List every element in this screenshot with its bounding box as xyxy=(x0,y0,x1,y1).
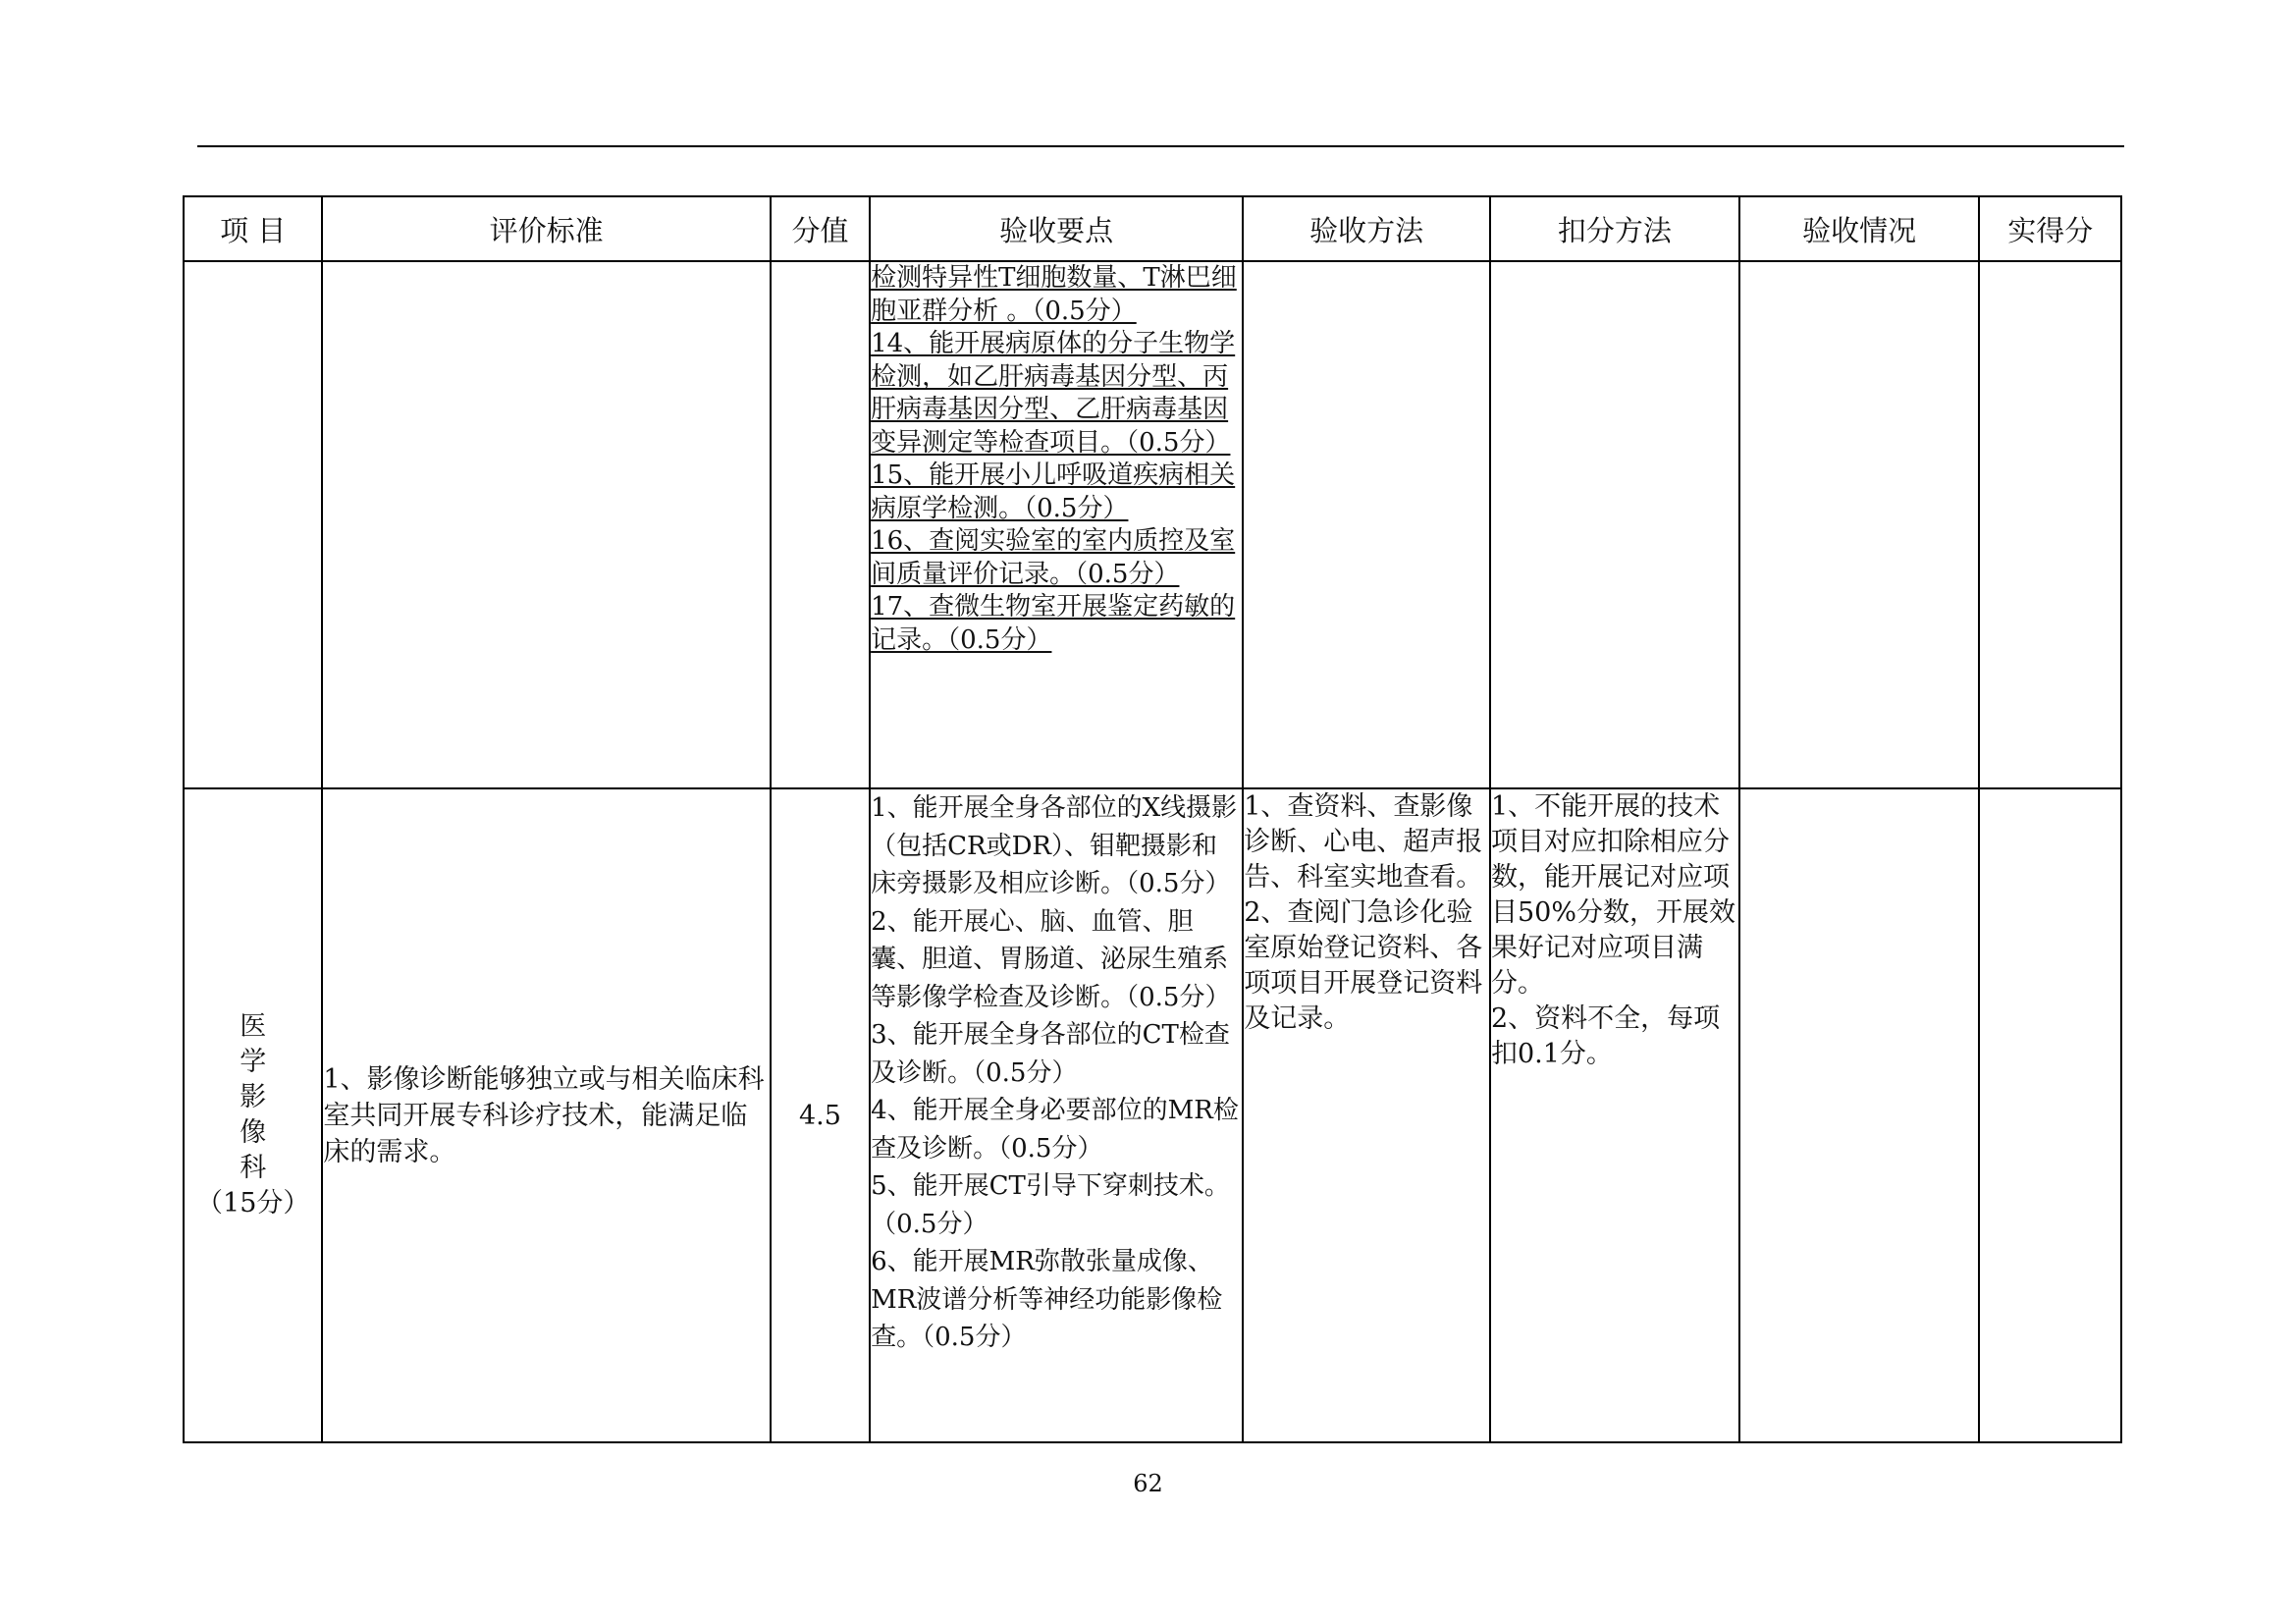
project-cell xyxy=(184,261,322,788)
points-cell xyxy=(870,261,1243,788)
criteria-cell xyxy=(322,261,770,788)
project-char: 影 xyxy=(240,1082,267,1112)
score-cell xyxy=(771,261,870,788)
table-row-imaging xyxy=(184,788,2121,1442)
point-item: 4、能开展全身必要部位的MR检查及诊断。（0.5分） xyxy=(871,1096,1239,1164)
col-status: 验收情况 xyxy=(1739,196,1980,261)
deduct-item: 2、资料不全，每项扣0.1分。 xyxy=(1490,1003,1721,1069)
point-item: 检测特异性T细胞数量、T淋巴细胞亚群分析 。（0.5分） xyxy=(871,263,1237,326)
actual-score-cell xyxy=(1979,261,2121,788)
point-item: 5、能开展CT引导下穿刺技术。（0.5分） xyxy=(871,1171,1230,1239)
project-char: 学 xyxy=(240,1047,267,1077)
point-item: 6、能开展MR弥散张量成像、MR波谱分析等神经功能影像检查。（0.5分） xyxy=(871,1247,1223,1352)
col-actual: 实得分 xyxy=(1979,196,2121,261)
project-char: 像 xyxy=(240,1117,267,1148)
method-item: 1、查资料、查影像诊断、心电、超声报告、科室实地查看。 xyxy=(1244,791,1483,893)
col-points: 验收要点 xyxy=(870,196,1243,261)
method-cell xyxy=(1243,788,1490,1442)
header-rule xyxy=(197,145,2124,147)
project-char: 科 xyxy=(240,1153,267,1183)
deduct-cell xyxy=(1490,788,1739,1442)
page-number: 62 xyxy=(1133,1470,1163,1497)
point-item: 15、能开展小儿呼吸道疾病相关病原学检测。（0.5分） xyxy=(871,460,1236,523)
criteria-cell: 1、影像诊断能够独立或与相关临床科室共同开展专科诊疗技术，能满足临床的需求。 xyxy=(322,788,770,1442)
method-cell xyxy=(1243,261,1490,788)
point-item: 3、能开展全身各部位的CT检查及诊断。（0.5分） xyxy=(871,1020,1230,1088)
project-cell xyxy=(184,788,322,1442)
point-item: 17、查微生物室开展鉴定药敏的记录。（0.5分） xyxy=(871,592,1236,655)
status-cell xyxy=(1739,261,1980,788)
col-score: 分值 xyxy=(771,196,870,261)
col-method: 验收方法 xyxy=(1243,196,1490,261)
col-project: 项 目 xyxy=(184,196,322,261)
point-item: 1、能开展全身各部位的X线摄影（包括CR或DR）、钼靶摄影和床旁摄影及相应诊断。（0.5分） xyxy=(871,793,1238,898)
deduct-item: 1、不能开展的技术项目对应扣除相应分数，能开展记对应项目50%分数，开展效果好记对应项目满分。 xyxy=(1490,791,1735,999)
header-row xyxy=(184,196,2121,261)
score-cell: 4.5 xyxy=(771,788,870,1442)
table-row-continued xyxy=(184,261,2121,788)
point-item: 2、能开展心、脑、血管、胆囊、胆道、胃肠道、泌尿生殖系等影像学检查及诊断。（0.5分） xyxy=(871,906,1231,1012)
points-cell xyxy=(870,788,1243,1442)
evaluation-table xyxy=(183,195,2122,1443)
point-item: 16、查阅实验室的室内质控及室间质量评价记录。（0.5分） xyxy=(871,526,1236,589)
point-item: 14、能开展病原体的分子生物学检测，如乙肝病毒基因分型、丙肝病毒基因分型、乙肝病毒基因变异测定等检查项目。（0.5分） xyxy=(871,329,1236,458)
project-char: 医 xyxy=(240,1011,267,1042)
project-score: （15分） xyxy=(196,1188,310,1218)
col-deduct: 扣分方法 xyxy=(1490,196,1739,261)
deduct-cell xyxy=(1490,261,1739,788)
col-criteria: 评价标准 xyxy=(322,196,770,261)
status-cell xyxy=(1739,788,1980,1442)
actual-score-cell xyxy=(1979,788,2121,1442)
method-item: 2、查阅门急诊化验室原始登记资料、各项项目开展登记资料及记录。 xyxy=(1244,897,1483,1034)
